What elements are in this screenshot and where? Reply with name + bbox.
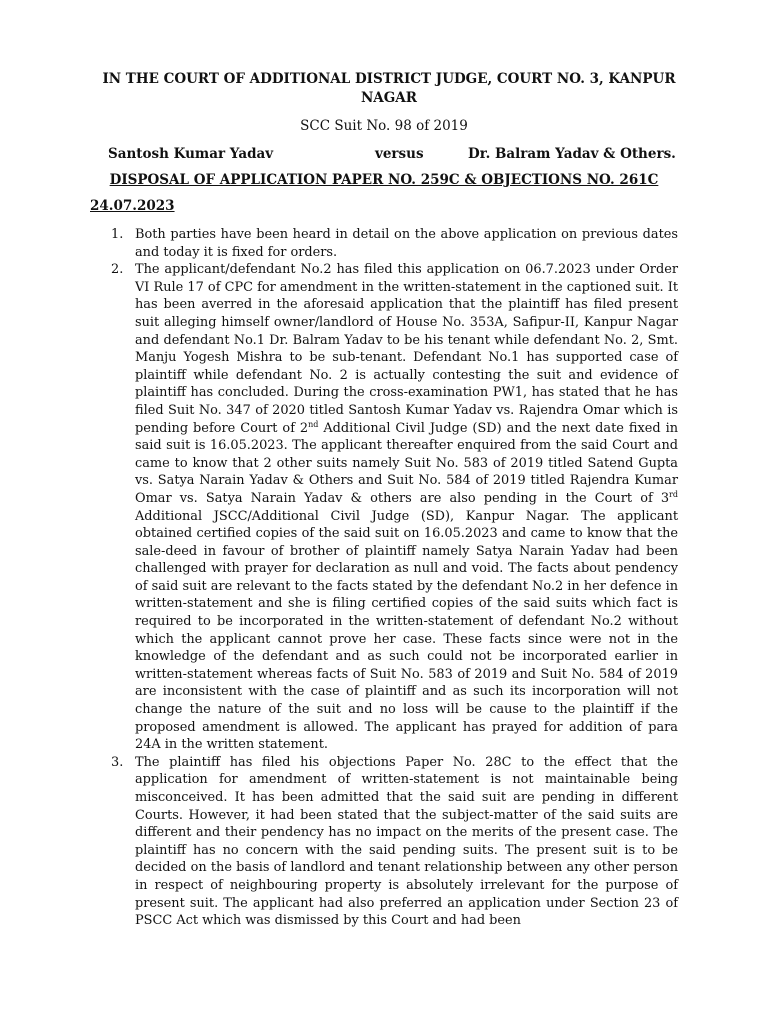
order-date: 24.07.2023 xyxy=(90,198,175,214)
ordinal-suffix: nd xyxy=(308,419,319,429)
paragraph-1 xyxy=(108,226,678,261)
numbered-paragraphs xyxy=(108,226,678,930)
paragraph-text: The plaintiff has filed his objections Paper No. 28C to the effect that the application for amendment of written-statement is not maintainable being misconceived. It has been admitted that the said suit are pending in different Courts. However, it had been stated that the subject-matter of the said suits are different and their pendency has no impact on the merits of the present case. The plaintiff has no concern with the said pending suits. The present suit is to be decided on the basis of landlord and tenant relationship between any other person in respect of neighbouring property is absolutely irrelevant for the purpose of present suit. The applicant had also preferred an application under Section 23 of PSCC Act which was dismissed by this Court and had been xyxy=(135,754,678,929)
paragraph-3 xyxy=(108,754,678,930)
paragraph-text-part: Additional Civil Judge (SD) and the next date fixed in said suit is 16.05.2023. The applicant thereafter enquired from the said Court and came to know that 2 other suits namely Suit No. 583 of 2019 titled Satend Gupta vs. Satya Narain Yadav & Others and Suit No. 584 of 2019 titled Rajendra Kumar Omar vs. Satya Narain Yadav & others are also pending in the Court of 3 xyxy=(135,420,678,506)
paragraph-number: 2. xyxy=(111,262,124,278)
court-title: IN THE COURT OF ADDITIONAL DISTRICT JUDGE, COURT NO. 3, KANPUR NAGAR xyxy=(102,71,676,106)
paragraph-number: 3. xyxy=(111,754,124,770)
paragraph-text-part: The applicant/defendant No.2 has filed this application on 06.7.2023 under Order VI Rule 17 of CPC for amendment in the written-statement in the captioned suit. It has been averred in the aforesaid application that the plaintiff has filed present suit alleging himself owner/landlord of House No. 353A, Safipur-II, Kanpur Nagar and defendant No.1 Dr. Balram Yadav to be his tenant while defendant No. 2, Smt. Manju Yogesh Mishra to be sub-tenant. Defendant No.1 has supported case of plaintiff while defendant No. 2 is actually contesting the suit and evidence of plaintiff has concluded. During the cross-examination PW1, has stated that he has filed Suit No. 347 of 2020 titled Santosh Kumar Yadav vs. Rajendra Omar which is pending before Court of 2 xyxy=(135,262,678,436)
disposal-heading: DISPOSAL OF APPLICATION PAPER NO. 259C & OBJECTIONS NO. 261C xyxy=(109,172,659,188)
paragraph-2 xyxy=(108,261,678,754)
plaintiff-name: Santosh Kumar Yadav xyxy=(108,146,274,162)
ordinal-suffix: rd xyxy=(669,489,678,499)
paragraph-number: 1. xyxy=(111,227,124,242)
paragraph-text-part: Additional JSCC/Additional Civil Judge (SD), Kanpur Nagar. The applicant obtained certified copies of the said suit on 16.05.2023 and came to know that the sale-deed in favour of brother of plaintiff namely Satya Narain Yadav had been challenged with prayer for declaration as null and void. The facts about pendency of said suit are relevant to the facts stated by the defendant No.2 in her defence in written-statement and she is filing certified copies of the said suits which fact is required to be incorporated in the written-statement of defendant No.2 without which the applicant cannot prove her case. These facts since were not in the knowledge of the defendant and as such could not be incorporated earlier in written-statement whereas facts of Suit No. 583 of 2019 and Suit No. 584 of 2019 are inconsistent with the case of plaintiff and as such its incorporation will not change the nature of the suit and no loss will be cause to the plaintiff if the proposed amendment is allowed. The applicant has prayed for addition of para 24A in the written statement. xyxy=(135,508,678,753)
defendant-name: Dr. Balram Yadav & Others. xyxy=(468,146,676,162)
paragraph-text: Both parties have been heard in detail on the above application on previous dates and today it is fixed for orders. xyxy=(135,227,678,260)
versus-label: versus xyxy=(375,146,424,162)
suit-number: SCC Suit No. 98 of 2019 xyxy=(300,118,468,134)
